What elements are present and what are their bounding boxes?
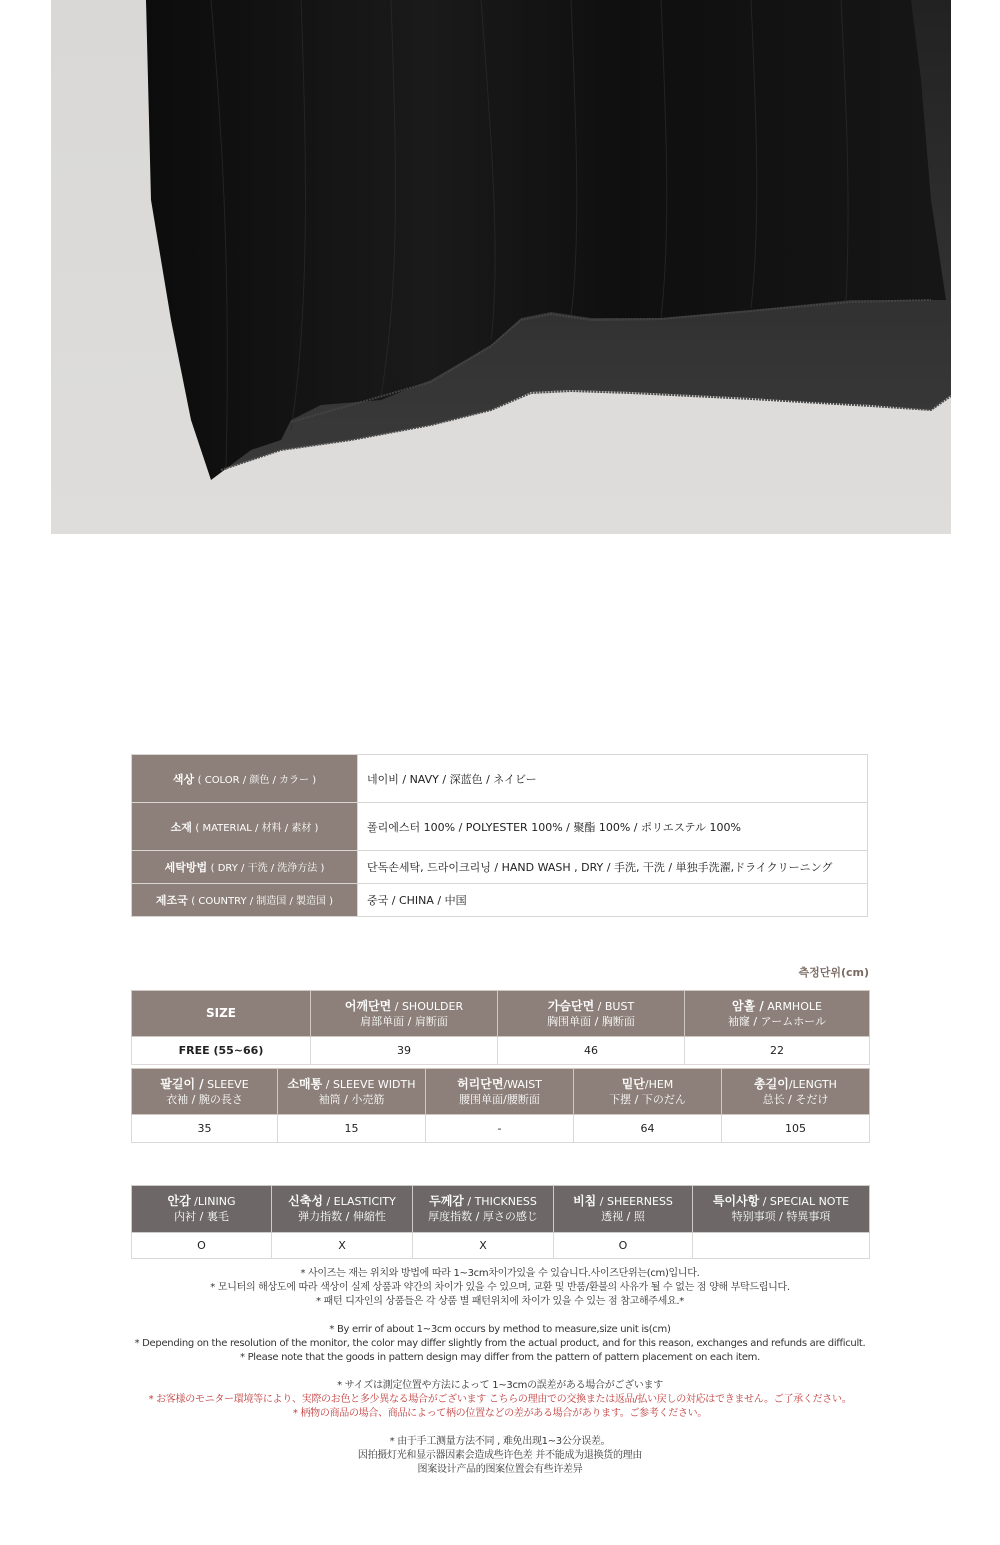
size-notes	[100, 1267, 900, 1491]
header-en: / SLEEVE WIDTH	[322, 1077, 416, 1091]
info-row-wash	[132, 851, 868, 884]
header-main: 비침	[573, 1194, 597, 1208]
note-line: 因拍摄灯光和显示器因素会造成些许色差 并不能成为退换货的理由	[357, 1450, 643, 1461]
header-sub: 肩部单面 / 肩断面	[360, 1014, 448, 1028]
size-header	[132, 1069, 278, 1115]
header-sub: 特别事项 / 特異事項	[731, 1210, 831, 1223]
header-en: / ELASTICITY	[322, 1195, 396, 1208]
note-line: * Please note that the goods in pattern design may differ from the pattern of pattern placement on each item.	[240, 1352, 760, 1363]
info-label-main: 제조국	[155, 894, 188, 907]
notes-chinese	[100, 1435, 900, 1477]
header-en: /WAIST	[503, 1077, 542, 1091]
feature-header	[693, 1186, 870, 1233]
header-en: /LINING	[190, 1195, 236, 1208]
info-row-material	[132, 803, 868, 851]
info-label-sub: ( MATERIAL / 材料 / 素材 )	[195, 822, 319, 834]
size-header	[574, 1069, 722, 1115]
header-en: SLEEVE	[203, 1077, 249, 1091]
measurement-unit-label: 측정단위(cm)	[798, 966, 869, 979]
info-label-main: 색상	[172, 772, 195, 786]
notes-english	[100, 1323, 900, 1365]
header-en: / SHEERNESS	[596, 1195, 673, 1208]
header-main: SIZE	[205, 1006, 236, 1020]
header-main: 팔길이 /	[160, 1076, 204, 1091]
header-main: 암홀 /	[732, 998, 764, 1013]
header-sub: 下摆 / 下のだん	[609, 1092, 686, 1106]
info-label	[132, 803, 358, 851]
garment-illustration	[51, 0, 951, 534]
feature-header	[413, 1186, 554, 1233]
feature-cell: X	[272, 1233, 413, 1259]
feature-table	[131, 1185, 870, 1259]
feature-value-row	[132, 1233, 870, 1259]
feature-header	[554, 1186, 693, 1233]
size-header	[722, 1069, 870, 1115]
header-main: 밑단	[621, 1076, 645, 1091]
feature-cell	[693, 1233, 870, 1259]
header-en: / SHOULDER	[391, 999, 464, 1013]
note-line: * お客様のモニター環境等により、実際のお色と多少異なる場合がございます こちらの理由での交換または返品/払い戻しの対応はできません。ご了承ください。	[148, 1394, 852, 1405]
product-photo	[51, 0, 951, 534]
note-line: * 由于手工测量方法不同 , 难免出现1~3公分误差。	[389, 1436, 611, 1447]
size-header	[132, 991, 311, 1037]
note-line: * Depending on the resolution of the monitor, the color may differ slightly from the actual product, and for this reason, exchanges and refunds are difficult.	[134, 1338, 866, 1349]
header-sub: 腰围单面/腰断面	[459, 1092, 540, 1106]
size-cell: 15	[278, 1115, 426, 1143]
size-table-1	[131, 990, 870, 1065]
product-info-table	[131, 754, 868, 917]
header-main: 어깨단면	[344, 998, 392, 1013]
header-sub: 总长 / そだけ	[762, 1092, 829, 1106]
feature-header-row	[132, 1186, 870, 1233]
size-value-row	[132, 1037, 870, 1065]
header-main: 특이사항	[712, 1194, 760, 1208]
header-main: 안감	[167, 1194, 191, 1208]
notes-korean	[100, 1267, 900, 1309]
note-line: * 柄物の商品の場合、商品によって柄の位置などの差がある場合があります。ご参考ください。	[292, 1408, 708, 1419]
header-en: / BUST	[594, 999, 635, 1013]
header-sub: 胸围单面 / 胸断面	[547, 1014, 635, 1028]
size-header-row	[132, 1069, 870, 1115]
info-value: 네이비 / NAVY / 深蓝色 / ネイビー	[358, 755, 868, 803]
feature-cell: X	[413, 1233, 554, 1259]
feature-cell: O	[132, 1233, 272, 1259]
header-sub: 衣袖 / 腕の長さ	[166, 1092, 243, 1106]
info-label-sub: ( COUNTRY / 制造国 / 製造国 )	[191, 896, 334, 907]
size-cell: FREE (55~66)	[132, 1037, 311, 1065]
feature-header	[272, 1186, 413, 1233]
size-cell: 22	[685, 1037, 870, 1065]
info-row-color	[132, 755, 868, 803]
info-label-main: 소재	[170, 820, 192, 834]
feature-header	[132, 1186, 272, 1233]
info-row-country	[132, 884, 868, 917]
feature-cell: O	[554, 1233, 693, 1259]
header-sub: 透视 / 照	[601, 1210, 645, 1223]
header-sub: 弹力指数 / 伸縮性	[298, 1210, 386, 1223]
size-cell: 35	[132, 1115, 278, 1143]
note-line: * 패턴 디자인의 상품들은 각 상품 별 패턴위치에 차이가 있을 수 있는 점 참고해주세요.*	[316, 1296, 684, 1307]
size-header	[311, 991, 498, 1037]
size-cell: 46	[498, 1037, 685, 1065]
size-header	[426, 1069, 574, 1115]
size-cell: 39	[311, 1037, 498, 1065]
info-label	[132, 755, 358, 803]
size-cell: 105	[722, 1115, 870, 1143]
header-en: ARMHOLE	[763, 999, 822, 1013]
header-sub: 内衬 / 裏毛	[174, 1210, 229, 1223]
note-line: * 모니터의 해상도에 따라 색상이 실제 상품과 약간의 차이가 있을 수 있으며, 교환 및 반품/환불의 사유가 될 수 없는 점 양해 부탁드립니다.	[210, 1282, 790, 1293]
header-en: / THICKNESS	[463, 1195, 537, 1208]
header-main: 신축성	[288, 1194, 323, 1208]
size-header-row	[132, 991, 870, 1037]
header-sub: 袖筒 / 小売筋	[318, 1092, 385, 1106]
header-sub: 厚度指数 / 厚さの感じ	[428, 1210, 538, 1223]
info-label-sub: ( COLOR / 颜色 / カラー )	[197, 774, 317, 786]
info-label	[132, 851, 358, 884]
size-header	[278, 1069, 426, 1115]
header-en: /HEM	[644, 1077, 674, 1091]
notes-japanese	[100, 1379, 900, 1421]
info-value: 단독손세탁, 드라이크리닝 / HAND WASH , DRY / 手洗, 干洗 / 単独手洗濯,ドライクリーニング	[358, 851, 868, 884]
header-main: 두께감	[429, 1194, 464, 1208]
header-en: / SPECIAL NOTE	[759, 1195, 850, 1208]
note-line: * 사이즈는 재는 위치와 방법에 따라 1~3cm차이가있을 수 있습니다.사이즈단위는(cm)입니다.	[300, 1268, 700, 1279]
info-label-sub: ( DRY / 干洗 / 洗浄方法 )	[210, 863, 325, 874]
info-value: 폴리에스터 100% / POLYESTER 100% / 聚酯 100% / ポリエステル 100%	[358, 803, 868, 851]
note-line: * By errir of about 1~3cm occurs by method to measure,size unit is(cm)	[329, 1324, 671, 1335]
info-value: 중국 / CHINA / 中国	[358, 884, 868, 917]
note-line: * サイズは測定位置や方法によって 1~3cmの誤差がある場合がございます	[337, 1380, 663, 1391]
size-cell: 64	[574, 1115, 722, 1143]
note-line: 图案设计产品的图案位置会有些许差异	[417, 1464, 583, 1475]
header-main: 가슴단면	[547, 998, 595, 1013]
size-value-row	[132, 1115, 870, 1143]
header-sub: 袖窿 / アームホール	[727, 1014, 827, 1028]
size-header	[498, 991, 685, 1037]
header-main: 소매통	[287, 1076, 323, 1091]
size-header	[685, 991, 870, 1037]
header-main: 허리단면	[457, 1076, 504, 1091]
info-label	[132, 884, 358, 917]
header-main: 총길이	[754, 1076, 789, 1091]
size-table-2	[131, 1068, 870, 1143]
size-cell: -	[426, 1115, 574, 1143]
info-label-main: 세탁방법	[164, 861, 208, 874]
header-en: /LENGTH	[788, 1077, 837, 1091]
